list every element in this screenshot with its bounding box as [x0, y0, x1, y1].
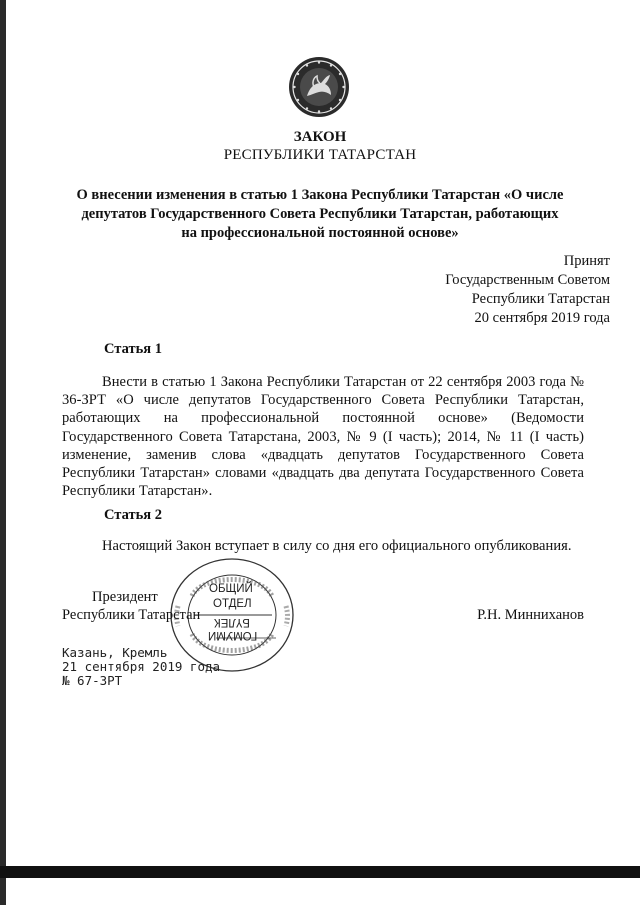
law-heading [60, 186, 580, 243]
article-2-label: Статья 2 [104, 507, 162, 523]
date-line: 21 сентября 2019 года [62, 659, 221, 674]
article-1-text: Внести в статью 1 Закона Республики Татарстан от 22 сентября 2003 года № 36-ЗРТ «О числе депутатов Государственного Совета Республики Татарстан, работающих на профессиональной постоянной основе» (Ведомости Государственного Совета Татарстана, 2003, № 9 (I часть); 2014, № 11 (I часть) изменение, заменив слова «двадцать депутатов Государственного Совета Республики Татарстан» словами «двадцать два депутата Государственного Совета Республики Татарстан». [62, 374, 584, 500]
signatory-name: Р.Н. Минниханов [477, 607, 584, 623]
heading-line: на профессиональной постоянной основе» [181, 225, 459, 241]
stamp-text-middle: ОТДЕЛ [213, 598, 252, 610]
number-line: № 67-ЗРТ [62, 673, 123, 688]
stamp-text-mirrored-1: БҮЛЕК [214, 616, 250, 628]
adoption-line: 20 сентября 2019 года [474, 310, 610, 326]
signatory-title [62, 588, 200, 624]
article-1-label: Статья 1 [104, 341, 162, 357]
signatory-title-line: Президент [92, 589, 158, 605]
tatarstan-emblem-icon [288, 56, 350, 118]
stamp-text-mirrored-2: ГОМУМИ [208, 629, 258, 641]
law-subtitle: РЕСПУБЛИКИ ТАТАРСТАН [223, 147, 417, 163]
adoption-block [350, 252, 610, 328]
stamp-text-top: ОБЩИЙ [209, 583, 253, 595]
heading-line: депутатов Государственного Совета Республики Татарстан, работающих [81, 206, 559, 222]
adoption-line: Принят [563, 253, 610, 269]
heading-line: О внесении изменения в статью 1 Закона Республики Татарстан «О числе [76, 187, 564, 203]
scan-bottom-edge [0, 866, 640, 878]
adoption-line: Государственным Советом [445, 272, 610, 288]
law-title: ЗАКОН [293, 129, 347, 145]
adoption-line: Республики Татарстан [471, 291, 610, 307]
place-date-number [62, 646, 220, 688]
signatory-title-line: Республики Татарстан [62, 607, 201, 623]
place-line: Казань, Кремль [62, 645, 168, 660]
article-2-text: Настоящий Закон вступает в силу со дня его официального опубликования. [102, 538, 572, 554]
